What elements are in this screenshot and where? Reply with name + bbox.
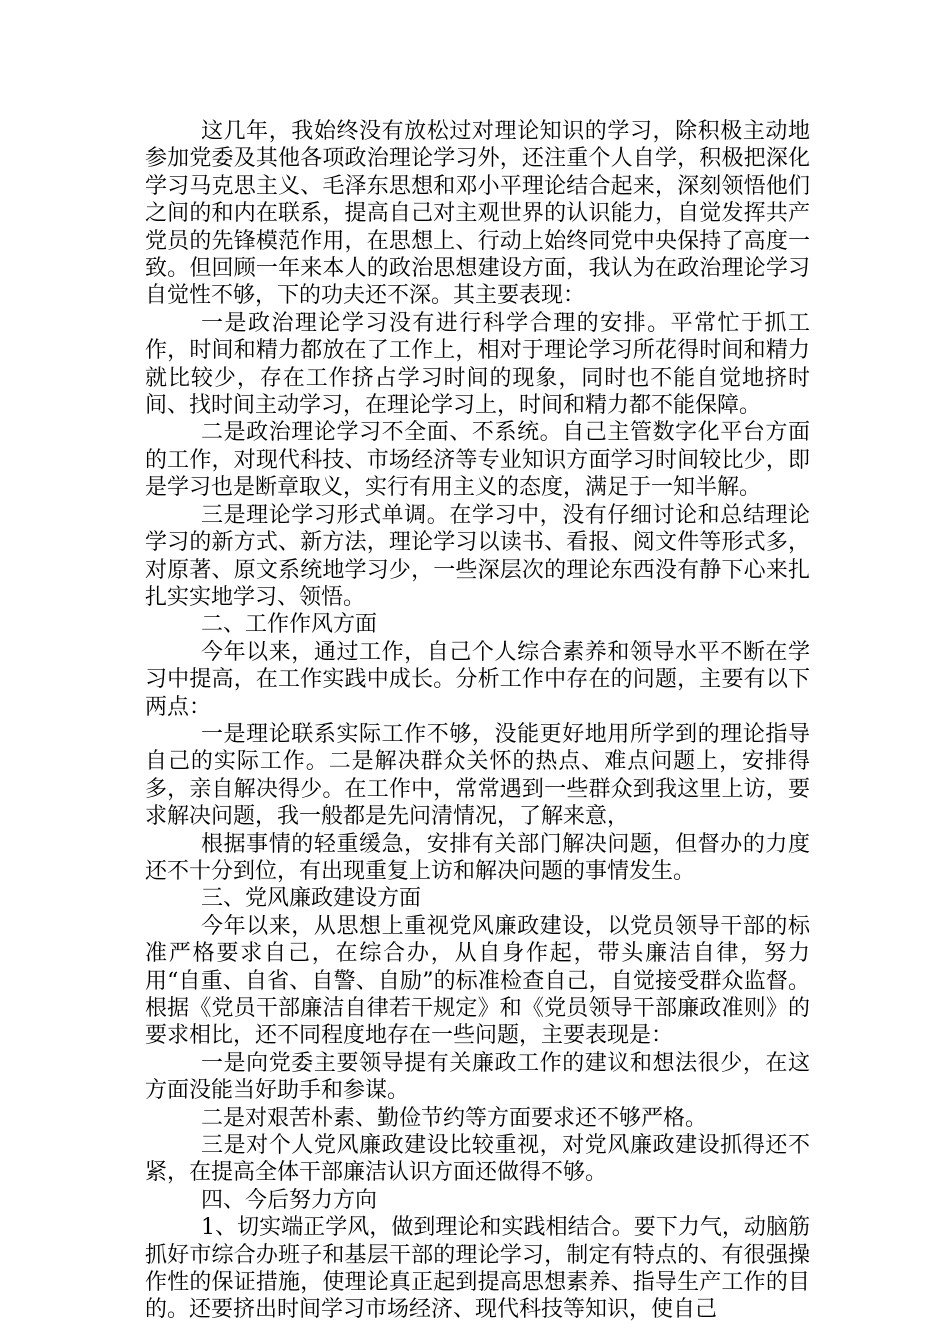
paragraph-work-style-followup: 根据事情的轻重缓急，安排有关部门解决问题，但督办的力度还不十分到位，有出现重复上访和解决问题的事情发生。 [145,831,810,884]
section-heading-integrity: 三、党风廉政建设方面 [201,886,422,912]
paragraph-work-style-intro: 今年以来，通过工作，自己个人综合素养和领导水平不断在学习中提高，在工作实践中成长。分析工作中存在的问题，主要有以下两点： [145,639,810,720]
document-page [145,118,810,1324]
paragraph-future-point-one: 1、切实端正学风，做到理论和实践相结合。要下力气，动脑筋抓好市综合办班子和基层干部的理论学习，制定有特点的、有很强操作性的保证措施，使理论真正起到提高思想素养、指导生产工作的目的。还要挤出时间学习市场经济、现代科技等知识，使自己 [145,1215,810,1323]
paragraph-point-two-incomplete: 二是政治理论学习不全面、不系统。自己主管数字化平台方面的工作，对现代科技、市场经济等专业知识方面学习时间较比少，即是学习也是断章取义，实行有用主义的态度，满足于一知半解。 [145,420,810,501]
paragraph-integrity-intro: 今年以来，从思想上重视党风廉政建设，以党员领导干部的标准严格要求自己，在综合办，从自身作起，带头廉洁自律，努力用“自重、自省、自警、自励”的标准检查自己，自觉接受群众监督。根据《党员干部廉洁自律若干规定》和《党员领导干部廉政准则》的要求相比，还不同程度地存在一些问题，主要表现是： [145,913,810,1049]
paragraph-integrity-point-two: 二是对艰苦朴素、勤俭节约等方面要求还不够严格。 [201,1105,708,1131]
paragraph-integrity-point-one: 一是向党委主要领导提有关廉政工作的建议和想法很少，在这方面没能当好助手和参谋。 [145,1050,810,1104]
paragraph-integrity-point-three: 三是对个人党风廉政建设比较重视，对党风廉政建设抓得还不紧，在提高全体干部廉洁认识方面还做得不够。 [145,1133,810,1186]
paragraph-point-one-arrangement: 一是政治理论学习没有进行科学合理的安排。平常忙于抓工作，时间和精力都放在了工作上，相对于理论学习所花得时间和精力就比较少，存在工作挤占学习时间的现象，同时也不能自觉地挤时间、找时间主动学习，在理论学习上，时间和精力都不能保障。 [145,310,810,419]
section-heading-future-direction: 四、今后努力方向 [201,1187,378,1213]
section-heading-work-style: 二、工作作风方面 [201,612,378,638]
paragraph-work-style-issues: 一是理论联系实际工作不够，没能更好地用所学到的理论指导自己的实际工作。二是解决群众关怀的热点、难点问题上，安排得多，亲自解决得少。在工作中，常常遇到一些群众到我这里上访，要求解决问题，我一般都是先问清情况，了解来意， [145,721,810,830]
paragraph-point-three-monotonous: 三是理论学习形式单调。在学习中，没有仔细讨论和总结理论学习的新方式、新方法，理论学习以读书、看报、阅文件等形式多，对原著、原文系统地学习少，一些深层次的理论东西没有静下心来扎扎实实地学习、领悟。 [145,502,810,610]
paragraph-theory-study-intro: 这几年，我始终没有放松过对理论知识的学习，除积极主动地参加党委及其他各项政治理论学习外，还注重个人自学，积极把深化学习马克思主义、毛泽东思想和邓小平理论结合起来，深刻领悟他们之间的和内在联系，提高自己对主观世界的认识能力，自觉发挥共产党员的先锋模范作用，在思想上、行动上始终同党中央保持了高度一致。但回顾一年来本人的政治思想建设方面，我认为在政治理论学习自觉性不够，下的功夫还不深。其主要表现： [145,119,810,309]
